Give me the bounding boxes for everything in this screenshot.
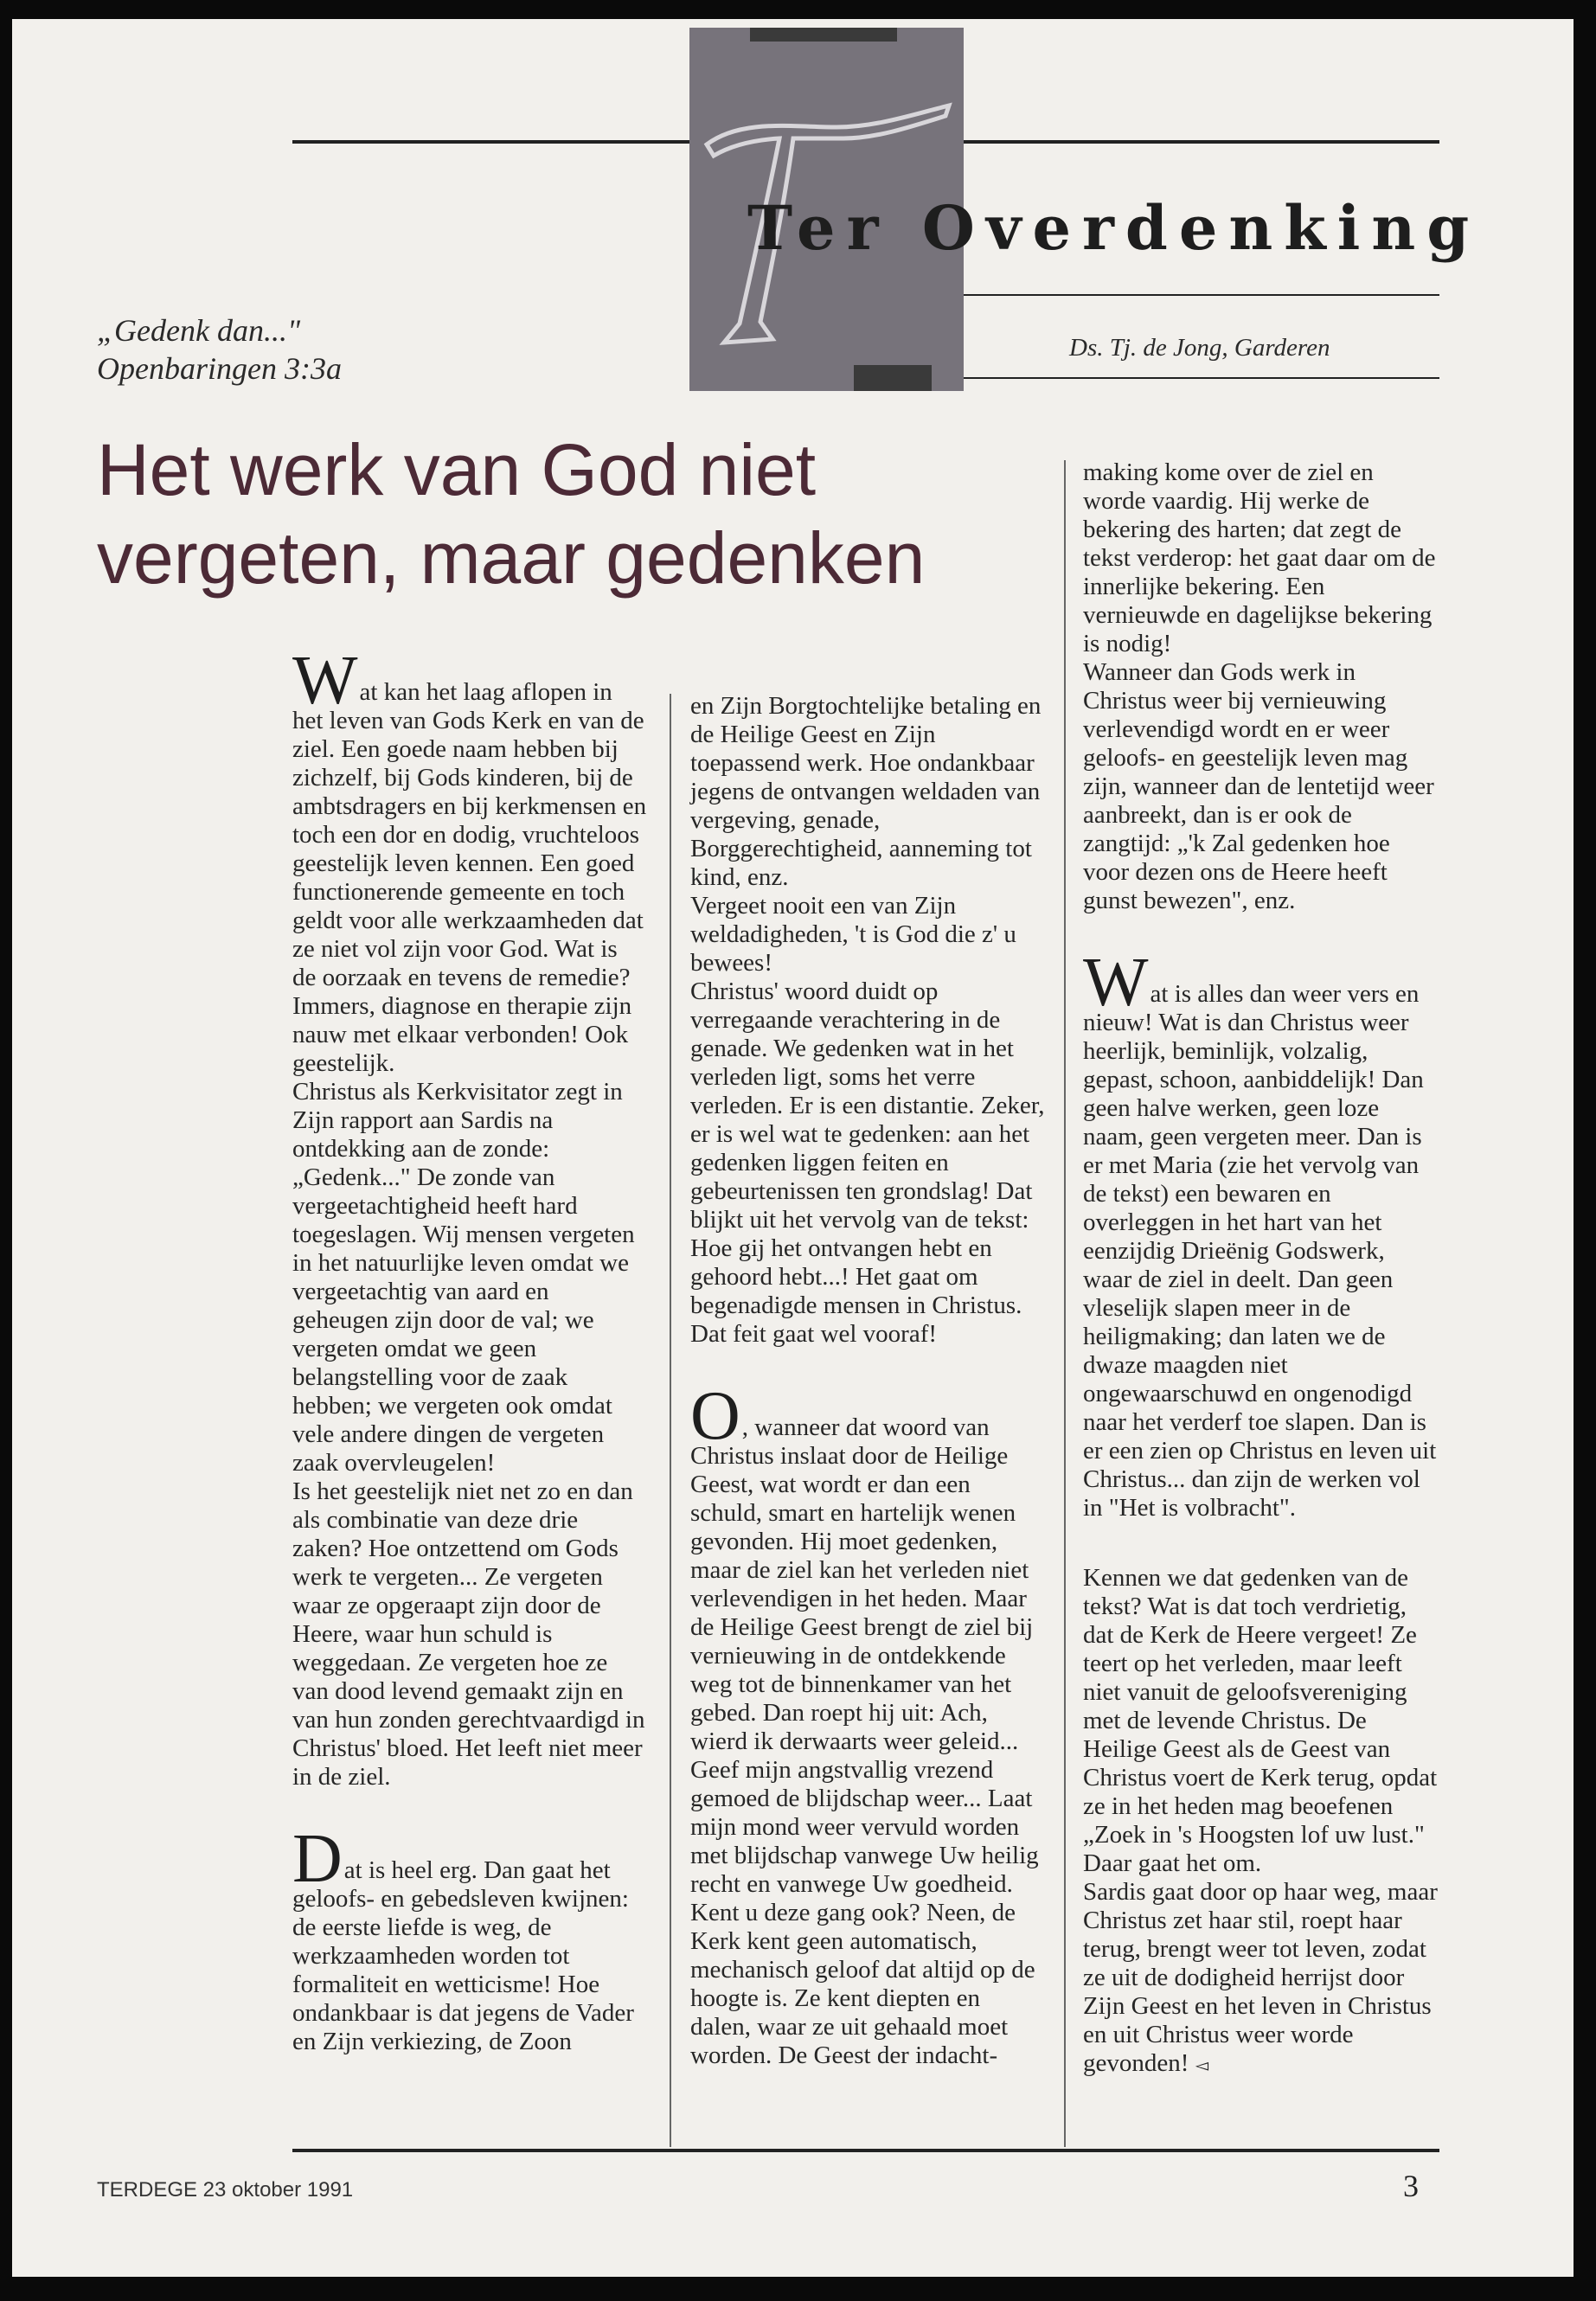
paragraph-text: at kan het laag aflopen in het leven van Gods Kerk en van de ziel. Een goede naam hebben bij zichzelf, bij Gods kinderen, bij de ambtsdragers en bij kerkmensen en toch een dor en dodig, vruchteloos geestelijk leven kennen. Een goed functionerende gemeente en toch geldt voor alle werkzaamheden dat ze niet vol zijn voor God. Wat is de oorzaak en tevens de remedie? Immers, diagnose en therapie zijn nauw met elkaar verbonden! Ook geestelijk.: [292, 678, 647, 1077]
paragraph: [1083, 1878, 1439, 2080]
page-number: 3: [1403, 2169, 1419, 2203]
end-mark-icon: ◅: [1195, 2056, 1209, 2075]
column-divider-1: [670, 694, 671, 2147]
author-rule: [964, 377, 1439, 379]
paragraph: Wanneer dan Gods werk in Christus weer bij vernieuwing verlevendigd wordt en er weer geloofs- en geestelijk leven mag zijn, wanneer dan de lentetijd weer aanbreekt, dan is er ook de zangtijd: „'k Zal gedenken hoe voor dezen ons de Heere heeft gunst bewezen", enz.: [1083, 658, 1434, 914]
footer-rule: [292, 2149, 1439, 2152]
drop-cap: W: [292, 643, 358, 719]
paragraph-text: at is alles dan weer vers en nieuw! Wat is dan Christus weer heerlijk, beminlijk, volzalig, gepast, schoon, aanbiddelijk! Dan geen halve werken, geen loze naam, geen vergeten meer. Dan is er met Maria (zie het vervolg van de tekst) een bewaren en overleggen in het hart van het eenzijdig Drieënig Godswerk, waar de ziel in deelt. Dan geen vleselijk slapen meer in de heiligmaking; dan laten we de dwaze maagden niet ongewaarschuwd en ongenodigd naar het verderf toe slapen. Dan is er een zien op Christus en leven uit Christus... dan zijn de werken vol in "Het is volbracht".: [1083, 980, 1437, 1522]
header-rule-left: [292, 140, 689, 144]
paragraph: [292, 1821, 647, 2056]
paragraph: Is het geestelijk niet net zo en dan als combinatie van deze drie zaken? Hoe ontzettend om Gods werk te vergeten... Ze vergeten waar ze opgeraapt zijn door de Heere, waar hun schuld is weggedaan. Ze vergeten hoe ze van dood levend gemaakt zijn en van hun zonden gerechtvaardigd in Christus' bloed. Het leeft niet meer in de ziel.: [292, 1477, 645, 1791]
article-column-3: [1083, 458, 1439, 2080]
quote-reference: Openbaringen 3:3a: [97, 351, 342, 386]
paragraph-text: at is heel erg. Dan gaat het geloofs- en gebedsleven kwijnen: de eerste liefde is weg, de werkzaamheden worden tot formaliteit en wetticisme! Hoe ondankbaar is dat jegens de Vader en Zijn verkiezing, de Zoon: [292, 1856, 634, 2055]
series-title: Ter Overdenking: [747, 192, 1481, 264]
paragraph: Christus als Kerkvisitator zegt in Zijn rapport aan Sardis na ontdekking aan de zonde: „Gedenk..." De zonde van vergeetachtigheid heeft hard toegeslagen. Wij mensen vergeten in het natuurlijke leven omdat we vergeetachtig van aard en geheugen zijn door de val; we vergeten omdat we geen belangstelling voor de zaak hebben; we vergeten ook omdat vele andere dingen de vergeten zaak overvleugelen!: [292, 1078, 635, 1477]
paragraph: [1083, 945, 1439, 1522]
article-column-1: [292, 643, 647, 2056]
drop-cap: D: [292, 1821, 343, 1897]
paragraph: Kennen we dat gedenken van de tekst? Wat is dat toch verdrietig, dat de Kerk de Heere vergeet! Ze teert op het verleden, maar leeft niet vanuit de geloofsvereniging met de levende Christus. De Heilige Geest als de Geest van Christus voert de Kerk terug, opdat ze in het heden mag beoefenen „Zoek in 's Hoogsten lof uw lust." Daar gaat het om.: [1083, 1564, 1438, 1877]
paragraph-text: Sardis gaat door op haar weg, maar Christus zet haar stil, roept haar terug, brengt weer tot leven, zodat ze uit de dodigheid herrijst door Zijn Geest en het leven in Christus en uit Christus weer worde gevonden!: [1083, 1878, 1438, 2077]
paragraph-text: , wanneer dat woord van Christus inslaat door de Heilige Geest, wat wordt er dan een schuld, smart en hartelijk wenen gevonden. Hij moet gedenken, maar de ziel kan het verleden niet verlevendigen in het heden. Maar de Heilige Geest brengt de ziel bij vernieuwing in de ontdekkende weg tot de binnenkamer van het gebed. Dan roept hij uit: Ach, wierd ik derwaarts weer geleid... Geef mijn angstvallig vrezend gemoed de blijdschap weer... Laat mijn mond weer vervuld worden met blijdschap vanwege Uw heilig recht en vanwege Uw goedheid.: [690, 1413, 1039, 1898]
header-rule-right: [964, 140, 1439, 144]
article-column-2: [690, 692, 1045, 2070]
scripture-quote: [97, 311, 342, 388]
paragraph: Vergeet nooit een van Zijn weldadigheden, 't is God die z' u bewees!: [690, 892, 1016, 977]
footer-publication: TERDEGE 23 oktober 1991: [97, 2178, 354, 2202]
box-bar-top: [750, 28, 897, 42]
drop-cap: W: [1083, 945, 1149, 1021]
series-rule: [964, 294, 1439, 296]
paragraph: [690, 1378, 1045, 1899]
paragraph: Kent u deze gang ook? Neen, de Kerk kent geen automatisch, mechanisch geloof dat altijd op de hoogte is. Ze kent diepten en dalen, waar ze uit gehaald moet worden. De Geest der indacht-: [690, 1899, 1035, 2069]
quote-line-1: „Gedenk dan...": [97, 313, 301, 348]
paragraph: Christus' woord duidt op verregaande verachtering in de genade. We gedenken wat in het verleden ligt, soms het verre verleden. Er is een distantie. Zeker, er is wel wat te gedenken: aan het gedenken liggen feiten en gebeurtenissen ten grondslag! Dat blijkt uit het vervolg van de tekst: Hoe gij het ontvangen hebt en gehoord hebt...! Het gaat om begenadigde mensen in Christus. Dat feit gaat wel vooraf!: [690, 977, 1045, 1348]
paragraph: [292, 643, 647, 1078]
column-divider-2: [1064, 460, 1066, 2147]
author-byline: Ds. Tj. de Jong, Garderen: [1069, 334, 1330, 362]
article-headline: Het werk van God niet vergeten, maar gedenken: [97, 429, 926, 599]
magazine-page: [12, 19, 1574, 2277]
paragraph: making kome over de ziel en worde vaardig. Hij werke de bekering des harten; dat zegt de tekst verderop: het gaat daar om de innerlijke bekering. Een vernieuwde en dagelijkse bekering is nodig!: [1083, 458, 1436, 657]
paragraph: en Zijn Borgtochtelijke betaling en de Heilige Geest en Zijn toepassend werk. Hoe ondankbaar jegens de ontvangen weldaden van vergeving, genade, Borggerechtigheid, aanneming tot kind, enz.: [690, 692, 1042, 891]
drop-cap: O: [690, 1378, 740, 1454]
box-bar-bottom: [854, 365, 932, 391]
